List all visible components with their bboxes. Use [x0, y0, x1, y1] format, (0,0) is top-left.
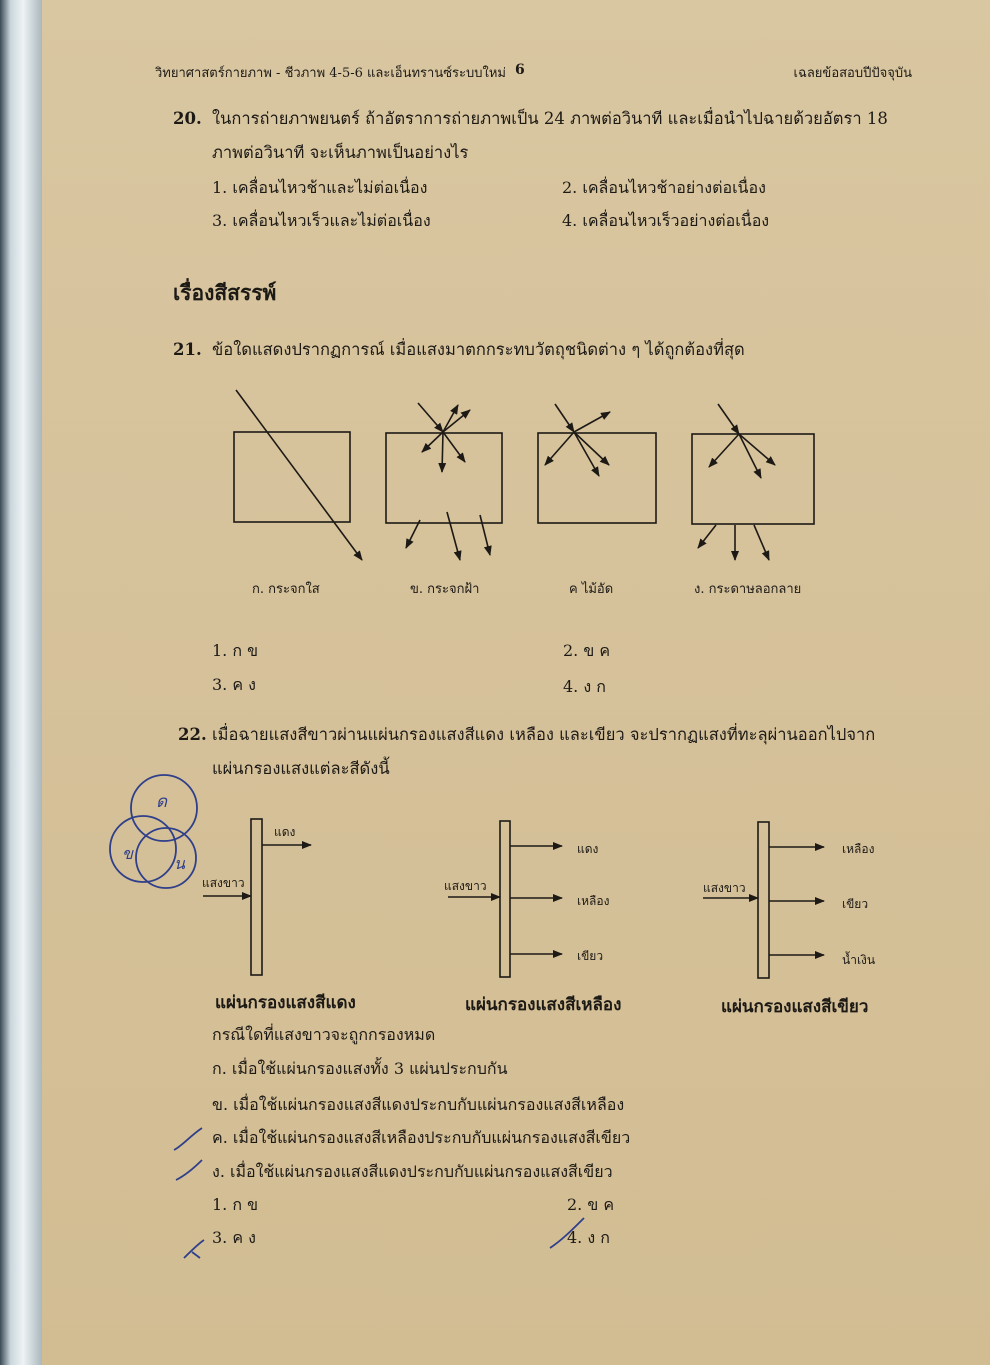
q21-text: ข้อใดแสดงปรากฏการณ์ เมื่อแสงมาตกกระทบวัตถุชนิดต่าง ๆ ได้ถูกต้องที่สุด: [212, 340, 745, 359]
filter1-input-label: แสงขาว: [202, 876, 245, 890]
q20-text-line2: ภาพต่อวินาที จะเห็นภาพเป็นอย่างไร: [212, 143, 469, 162]
q20-option-2: 2. เคลื่อนไหวช้าอย่างต่อเนื่อง: [562, 178, 766, 197]
filter3-input-label: แสงขาว: [703, 881, 746, 895]
ink-check-d: [176, 1160, 202, 1180]
q21-option-4: 4. ง ก: [563, 677, 606, 696]
ink-letter-left: ข: [122, 844, 133, 863]
filter3-output-green: เขียว: [842, 897, 869, 911]
frosted-glass-box: [386, 433, 502, 523]
label-plywood: ค ไม้อัด: [569, 582, 614, 597]
red-filter-plate: [251, 819, 262, 975]
q21-option-3: 3. ค ง: [212, 675, 256, 694]
q20-option-1: 1. เคลื่อนไหวช้าและไม่ต่อเนื่อง: [212, 178, 428, 197]
filter1-name: แผ่นกรองแสงสีแดง: [215, 993, 356, 1013]
q22-option-2: 2. ข ค: [567, 1195, 615, 1214]
q20-option-3: 3. เคลื่อนไหวเร็วและไม่ต่อเนื่อง: [212, 211, 431, 230]
book-spine: [0, 0, 42, 1365]
header-right: เฉลยข้อสอบปีปัจจุบัน: [793, 66, 912, 81]
q22-option-1: 1. ก ข: [212, 1195, 259, 1214]
page-number: 6: [515, 62, 525, 78]
tracing-paper-box: [692, 434, 814, 524]
q21-option-2: 2. ข ค: [563, 641, 611, 660]
ink-letter-top: ด: [156, 792, 168, 812]
q22-case-b: ข. เมื่อใช้แผ่นกรองแสงสีแดงประกบกับแผ่นกรองแสงสีเหลือง: [212, 1095, 625, 1114]
filter2-output-red: แดง: [577, 842, 599, 856]
label-tracing-paper: ง. กระดาษลอกลาย: [694, 582, 802, 597]
ray-through-clear: [236, 390, 362, 560]
ink-scribble-option3: [184, 1240, 204, 1258]
filter3-output-blue: น้ำเงิน: [842, 953, 876, 967]
clear-glass-box: [234, 432, 350, 522]
filter2-output-yellow: เหลือง: [577, 894, 610, 908]
section-title: เรื่องสีสรรพ์: [173, 280, 277, 305]
q22-option-4: 4. ง ก: [567, 1228, 610, 1247]
q22-case-a: ก. เมื่อใช้แผ่นกรองแสงทั้ง 3 แผ่นประกบกัน: [212, 1059, 508, 1078]
q22-case-c: ค. เมื่อใช้แผ่นกรองแสงสีเหลืองประกบกับแผ่นกรองแสงสีเขียว: [212, 1128, 631, 1147]
q22-text-line1: เมื่อฉายแสงสีขาวผ่านแผ่นกรองแสงสีแดง เหลือง และเขียว จะปรากฏแสงที่ทะลุผ่านออกไปจาก: [212, 725, 876, 744]
ink-circle-right: [136, 828, 196, 888]
q20-text-line1: ในการถ่ายภาพยนตร์ ถ้าอัตราการถ่ายภาพเป็น 24 ภาพต่อวินาที และเมื่อนำไปฉายด้วยอัตรา 18: [212, 109, 888, 128]
q22-text-line2: แผ่นกรองแสงแต่ละสีดังนี้: [212, 759, 390, 778]
filter1-output-red: แดง: [274, 825, 296, 839]
ink-circle-left: [110, 816, 176, 882]
green-filter-plate: [758, 822, 769, 978]
ink-letter-right: น: [174, 854, 185, 873]
q21-option-1: 1. ก ข: [212, 641, 259, 660]
q22-prompt: กรณีใดที่แสงขาวจะถูกกรองหมด: [212, 1025, 436, 1044]
q20-number: 20.: [173, 109, 202, 128]
label-frosted-glass: ข. กระจกฝ้า: [410, 582, 480, 597]
label-clear-glass: ก. กระจกใส: [252, 582, 320, 597]
filter2-input-label: แสงขาว: [444, 879, 487, 893]
ink-check-c: [174, 1128, 202, 1150]
q22-case-d: ง. เมื่อใช้แผ่นกรองแสงสีแดงประกบกับแผ่นกรองแสงสีเขียว: [212, 1162, 613, 1181]
q21-number: 21.: [173, 340, 202, 359]
filter3-name: แผ่นกรองแสงสีเขียว: [721, 997, 869, 1017]
exam-page: [42, 0, 990, 1365]
q20-option-4: 4. เคลื่อนไหวเร็วอย่างต่อเนื่อง: [562, 211, 770, 230]
filter2-output-green: เขียว: [577, 949, 604, 963]
plywood-box: [538, 433, 656, 523]
filter3-output-yellow: เหลือง: [842, 842, 875, 856]
header-left: วิทยาศาสตร์กายภาพ - ชีวภาพ 4-5-6 และเอ็นทรานซ์ระบบใหม่: [155, 66, 506, 81]
q22-number: 22.: [178, 725, 207, 744]
filter2-name: แผ่นกรองแสงสีเหลือง: [465, 995, 622, 1015]
q22-option-3: 3. ค ง: [212, 1228, 256, 1247]
yellow-filter-plate: [500, 821, 510, 977]
